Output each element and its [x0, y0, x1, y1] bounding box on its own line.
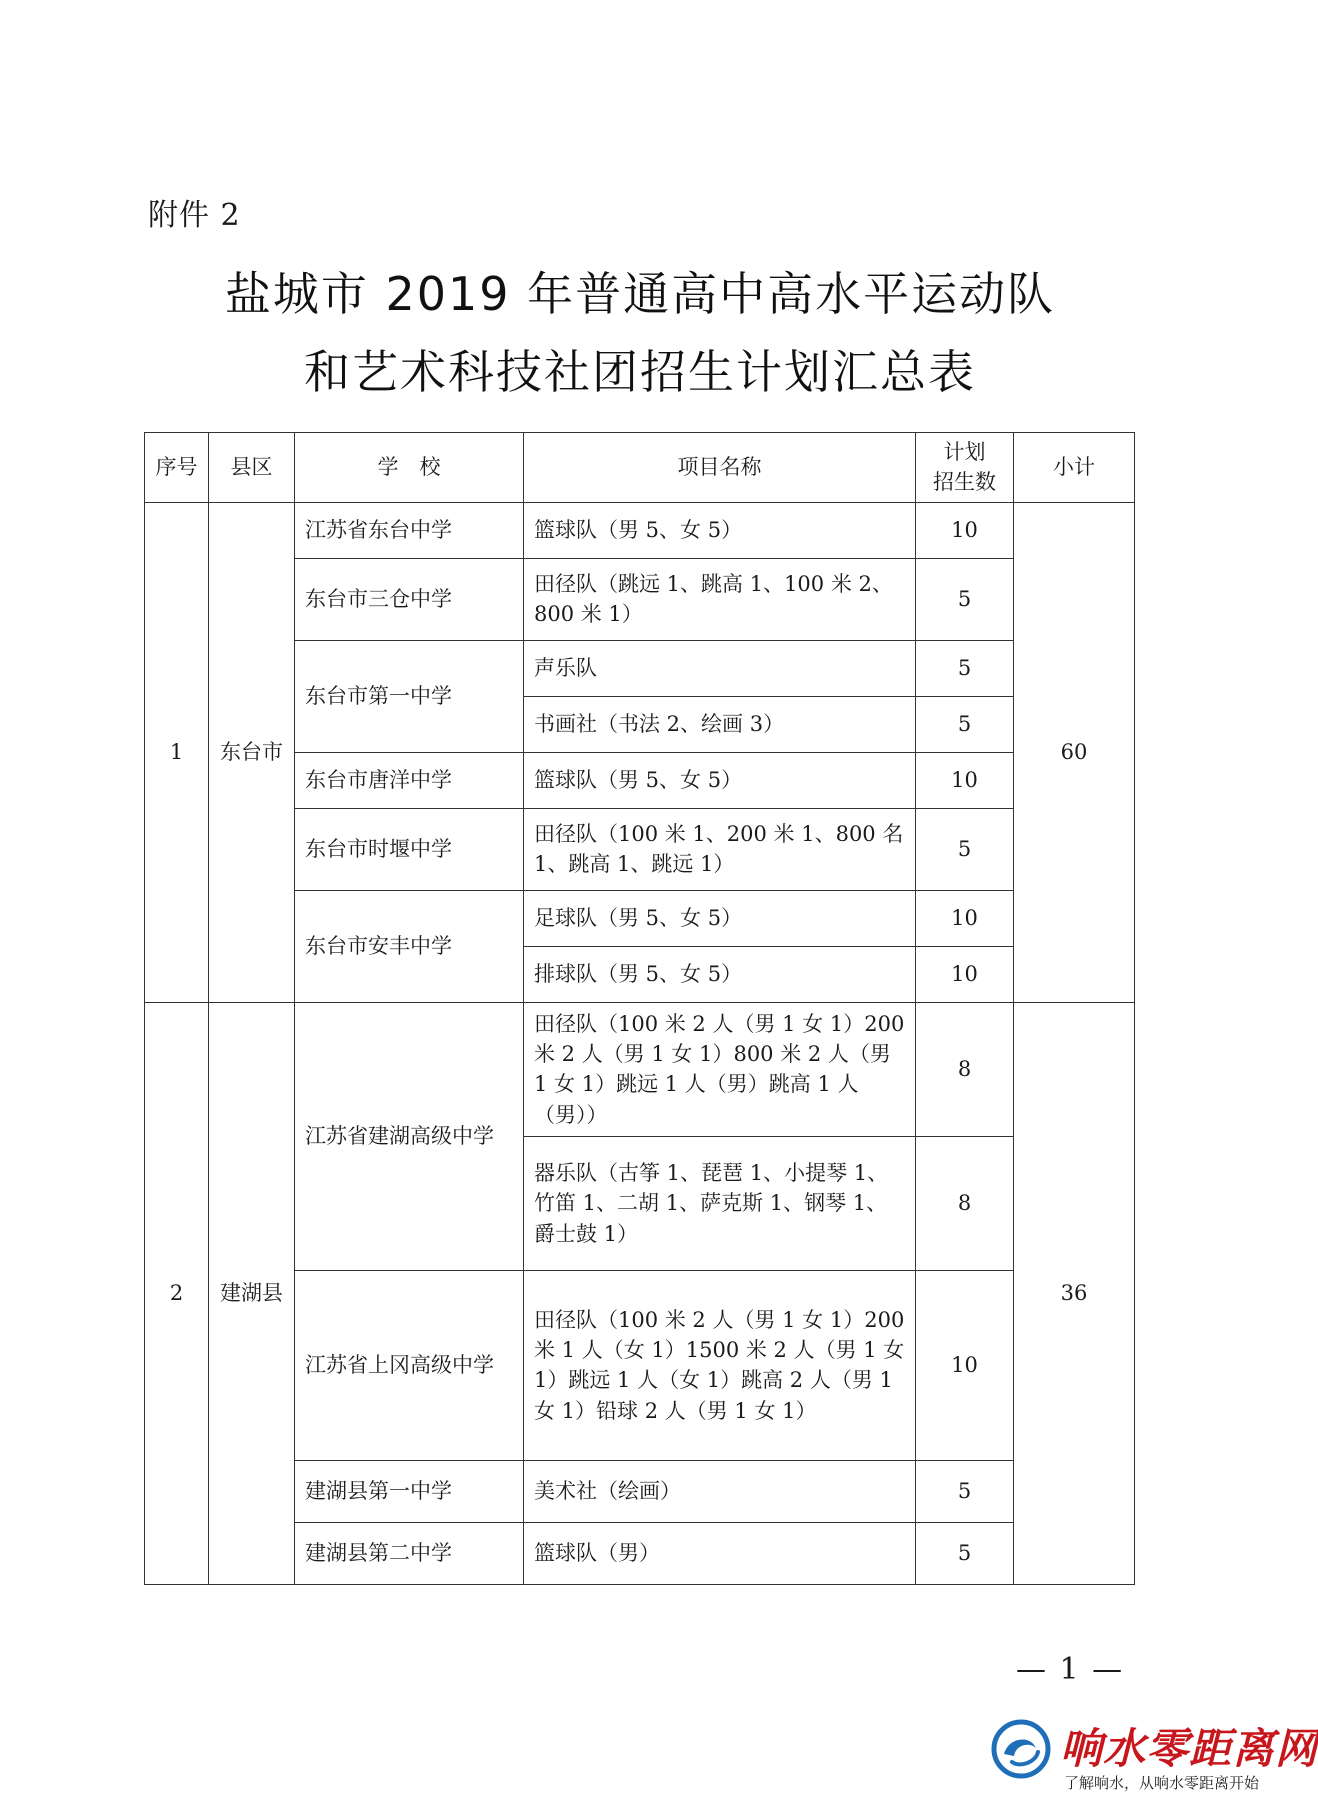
watermark-slogan: 了解响水，从响水零距离开始: [1064, 1774, 1260, 1792]
group-subtotal: 60: [1014, 502, 1135, 1002]
plan-count: 8: [916, 1002, 1014, 1136]
header-plan-count-line2: 招生数: [933, 470, 996, 495]
table-row: [145, 1002, 1135, 1136]
plan-count: 10: [916, 946, 1014, 1002]
plan-count: 5: [916, 558, 1014, 640]
school-name: 东台市安丰中学: [295, 890, 524, 1002]
plan-count: 5: [916, 1522, 1014, 1584]
school-name: 江苏省东台中学: [295, 502, 524, 558]
plan-count: 8: [916, 1136, 1014, 1270]
table-row: [145, 502, 1135, 558]
project-name: 田径队（100 米 1、200 米 1、800 名 1、跳高 1、跳远 1）: [524, 808, 916, 890]
school-name: 建湖县第一中学: [295, 1460, 524, 1522]
plan-count: 5: [916, 696, 1014, 752]
header-plan-count-line1: 计划: [943, 440, 986, 464]
plan-count: 5: [916, 808, 1014, 890]
school-name: 东台市第一中学: [295, 640, 524, 752]
project-name: 美术社（绘画）: [524, 1460, 916, 1522]
project-name: 器乐队（古筝 1、琵琶 1、小提琴 1、竹笛 1、二胡 1、萨克斯 1、钢琴 1、爵士鼓 1）: [524, 1136, 916, 1270]
table-header-row: [145, 433, 1135, 503]
enrollment-plan-table: [144, 432, 1135, 1585]
project-name: 篮球队（男 5、女 5）: [524, 752, 916, 808]
school-name: 东台市三仓中学: [295, 558, 524, 640]
page-title-line-1: 盐城市 2019 年普通高中高水平运动队: [224, 267, 1056, 321]
project-name: 排球队（男 5、女 5）: [524, 946, 916, 1002]
plan-count: 10: [916, 502, 1014, 558]
project-name: 足球队（男 5、女 5）: [524, 890, 916, 946]
group-index: 2: [145, 1002, 209, 1584]
project-name: 篮球队（男 5、女 5）: [524, 502, 916, 558]
header-school: 学 校: [295, 433, 524, 503]
site-watermark: [990, 1712, 1318, 1804]
group-index: 1: [145, 502, 209, 1002]
school-name: 东台市唐洋中学: [295, 752, 524, 808]
group-county: 东台市: [209, 502, 295, 1002]
plan-count: 5: [916, 1460, 1014, 1522]
page-title-line-2: 和艺术科技社团招生计划汇总表: [304, 345, 976, 399]
header-plan-count: [916, 433, 1014, 503]
header-county: 县区: [209, 433, 295, 503]
project-name: 篮球队（男）: [524, 1522, 916, 1584]
school-name: 东台市时堰中学: [295, 808, 524, 890]
project-name: 田径队（100 米 2 人（男 1 女 1）200 米 1 人（女 1）1500 米 2 人（男 1 女 1）跳远 1 人（女 1）跳高 2 人（男 1 女 1）铅球 2 人（男 1 女 1）: [524, 1270, 916, 1460]
project-name: 田径队（跳远 1、跳高 1、100 米 2、800 米 1）: [524, 558, 916, 640]
school-name: 江苏省上冈高级中学: [295, 1270, 524, 1460]
plan-count: 5: [916, 640, 1014, 696]
header-project: 项目名称: [524, 433, 916, 503]
group-subtotal: 36: [1014, 1002, 1135, 1584]
plan-count: 10: [916, 1270, 1014, 1460]
header-subtotal: 小计: [1014, 433, 1135, 503]
page-number: — 1 —: [1016, 1652, 1125, 1687]
school-name: 建湖县第二中学: [295, 1522, 524, 1584]
plan-count: 10: [916, 752, 1014, 808]
plan-count: 10: [916, 890, 1014, 946]
group-county: 建湖县: [209, 1002, 295, 1584]
header-index: 序号: [145, 433, 209, 503]
attachment-label: 附件 2: [148, 198, 241, 233]
project-name: 声乐队: [524, 640, 916, 696]
watermark-site-name: 响水零距离网: [1060, 1724, 1318, 1773]
project-name: 田径队（100 米 2 人（男 1 女 1）200 米 2 人（男 1 女 1）800 米 2 人（男 1 女 1）跳远 1 人（男）跳高 1 人（男））: [524, 1002, 916, 1136]
school-name: 江苏省建湖高级中学: [295, 1002, 524, 1270]
swirl-logo-icon: [990, 1718, 1052, 1780]
project-name: 书画社（书法 2、绘画 3）: [524, 696, 916, 752]
